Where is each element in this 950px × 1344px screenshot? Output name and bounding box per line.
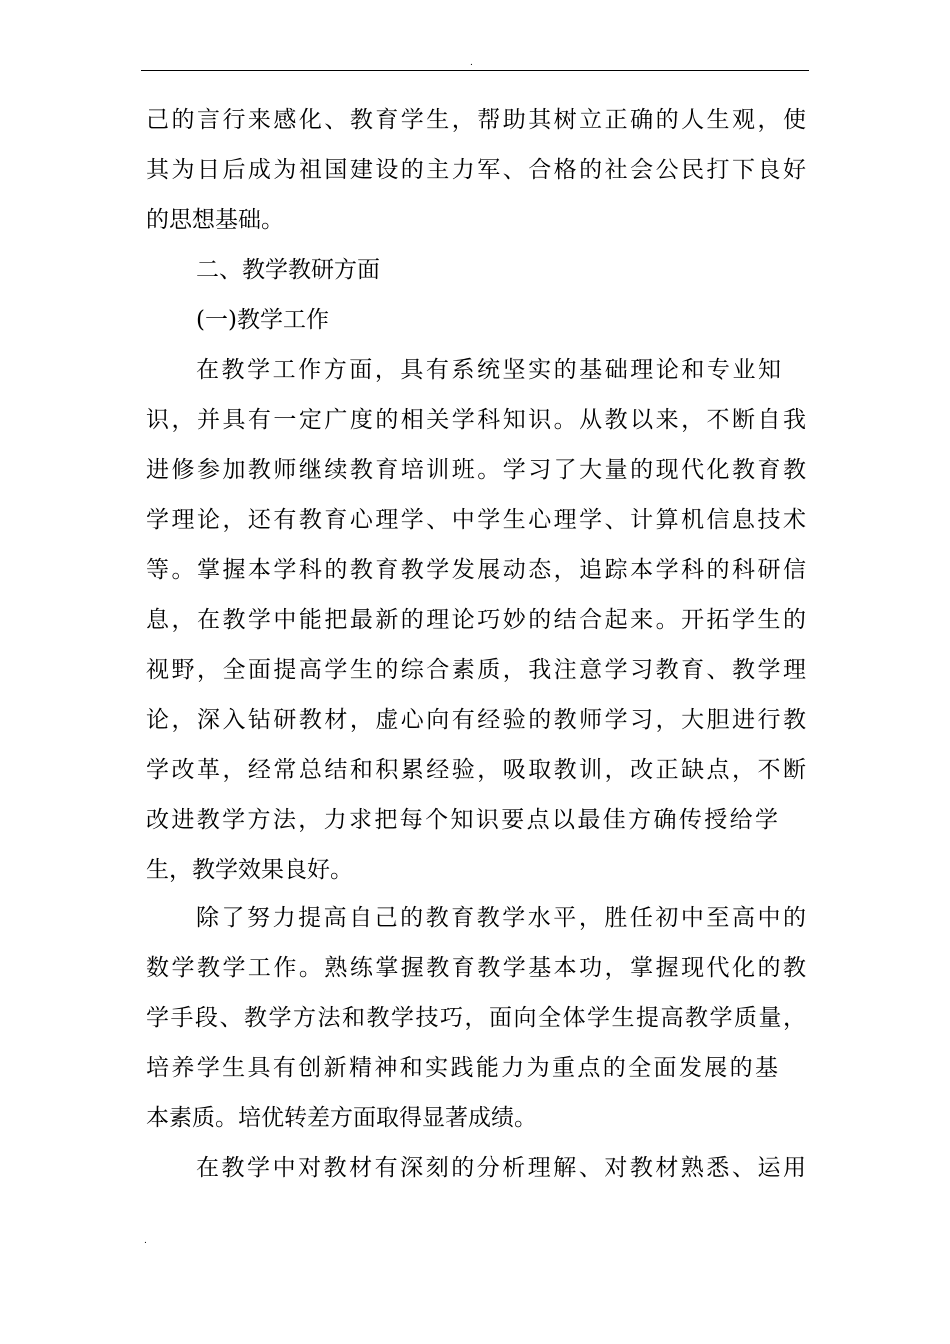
text-line: 生，教学效果良好。 xyxy=(146,857,353,883)
text-line: 的思想基础。 xyxy=(146,207,284,233)
text-line: 识，并具有一定广度的相关学科知识。从教以来，不断自我 xyxy=(146,407,806,433)
text-line: 在教学工作方面，具有系统坚实的基础理论和专业知 xyxy=(196,357,781,383)
section-heading: 二、教学教研方面 xyxy=(196,257,380,283)
header-mark: . xyxy=(470,58,473,68)
text-line: 学手段、教学方法和教学技巧，面向全体学生提高教学质量， xyxy=(146,1005,806,1031)
text-line: 其为日后成为祖国建设的主力军、合格的社会公民打下良好 xyxy=(146,157,806,183)
text-line: 本素质。培优转差方面取得显著成绩。 xyxy=(146,1105,537,1131)
text-line: 在教学中对教材有深刻的分析理解、对教材熟悉、运用 xyxy=(196,1155,806,1181)
subsection-heading: (一)教学工作 xyxy=(196,307,329,333)
text-line: 进修参加教师继续教育培训班。学习了大量的现代化教育教 xyxy=(146,457,806,483)
text-line: 改进教学方法，力求把每个知识要点以最佳方确传授给学 xyxy=(146,807,778,833)
text-line: 学改革，经常总结和积累经验，吸取教训，改正缺点，不断 xyxy=(146,757,806,783)
text-line: 除了努力提高自己的教育教学水平，胜任初中至高中的 xyxy=(196,905,806,931)
text-line: 息，在教学中能把最新的理论巧妙的结合起来。开拓学生的 xyxy=(146,607,806,633)
text-line: 视野，全面提高学生的综合素质，我注意学习教育、教学理 xyxy=(146,657,806,683)
text-line: 数学教学工作。熟练掌握教育教学基本功，掌握现代化的教 xyxy=(146,955,806,981)
text-line: 等。掌握本学科的教育教学发展动态，追踪本学科的科研信 xyxy=(146,557,806,583)
text-line: 学理论，还有教育心理学、中学生心理学、计算机信息技术 xyxy=(146,507,806,533)
text-line: 培养学生具有创新精神和实践能力为重点的全面发展的基 xyxy=(146,1055,778,1081)
text-line: 己的言行来感化、教育学生，帮助其树立正确的人生观，使 xyxy=(146,107,806,133)
footer-mark: . xyxy=(144,1236,147,1246)
header-rule xyxy=(141,70,809,71)
text-line: 论，深入钻研教材，虚心向有经验的教师学习，大胆进行教 xyxy=(146,707,806,733)
